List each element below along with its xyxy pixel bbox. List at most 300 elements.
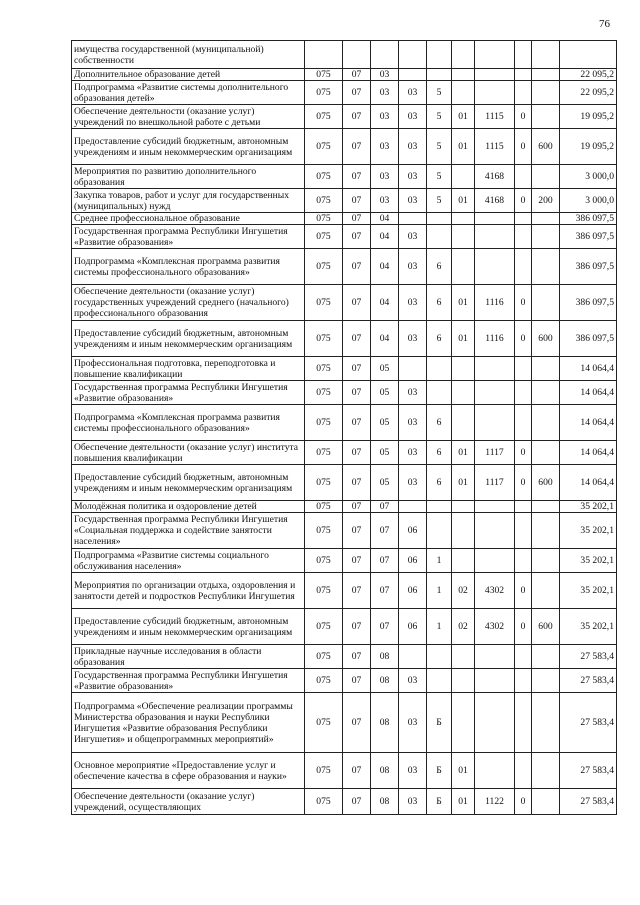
- cell-subprogram: Б: [427, 753, 452, 789]
- cell-ministry: 075: [305, 189, 343, 213]
- cell-subsection: 07: [371, 609, 399, 645]
- cell-ministry: 075: [305, 789, 343, 815]
- cell-subsection: 03: [371, 69, 399, 81]
- cell-ministry: 075: [305, 465, 343, 501]
- cell-event: 01: [452, 105, 475, 129]
- row-name: Прикладные научные исследования в области образования: [72, 645, 305, 669]
- cell-subsection: 07: [371, 573, 399, 609]
- cell-amount: 14 064,4: [560, 381, 617, 405]
- cell-direction: 1117: [475, 465, 515, 501]
- cell-direction: 1116: [475, 285, 515, 321]
- cell-ministry: 075: [305, 501, 343, 513]
- cell-amount: 14 064,4: [560, 405, 617, 441]
- cell-event: 01: [452, 465, 475, 501]
- cell-event: 01: [452, 189, 475, 213]
- cell-ministry: [305, 41, 343, 69]
- cell-program: [399, 213, 427, 225]
- table-row: [72, 753, 617, 789]
- cell-direction: [475, 69, 515, 81]
- cell-reserve: 0: [515, 573, 532, 609]
- cell-program: 03: [399, 669, 427, 693]
- cell-ministry: 075: [305, 573, 343, 609]
- cell-subprogram: 6: [427, 321, 452, 357]
- cell-subsection: 08: [371, 645, 399, 669]
- cell-expense-type: [532, 573, 560, 609]
- cell-expense-type: [532, 669, 560, 693]
- table-row: [72, 645, 617, 669]
- cell-event: [452, 213, 475, 225]
- cell-expense-type: [532, 789, 560, 815]
- cell-section: 07: [343, 189, 371, 213]
- cell-direction: [475, 41, 515, 69]
- row-name: Предоставление субсидий бюджетным, автономным учреждениям и иным некоммерческим организациям: [72, 465, 305, 501]
- cell-subsection: 08: [371, 669, 399, 693]
- row-name: Мероприятия по развитию дополнительного образования: [72, 165, 305, 189]
- cell-subprogram: 1: [427, 609, 452, 645]
- cell-subprogram: [427, 225, 452, 249]
- cell-ministry: 075: [305, 105, 343, 129]
- cell-program: 03: [399, 285, 427, 321]
- cell-direction: 4168: [475, 189, 515, 213]
- cell-program: 06: [399, 549, 427, 573]
- table-row: [72, 321, 617, 357]
- cell-amount: 22 095,2: [560, 69, 617, 81]
- cell-event: [452, 165, 475, 189]
- cell-section: 07: [343, 645, 371, 669]
- cell-direction: [475, 549, 515, 573]
- cell-reserve: [515, 405, 532, 441]
- cell-program: 03: [399, 321, 427, 357]
- cell-subsection: 07: [371, 501, 399, 513]
- cell-section: 07: [343, 381, 371, 405]
- cell-event: 01: [452, 753, 475, 789]
- cell-amount: 386 097,5: [560, 321, 617, 357]
- cell-subsection: 07: [371, 513, 399, 549]
- table-row: [72, 381, 617, 405]
- cell-expense-type: 600: [532, 609, 560, 645]
- cell-program: 03: [399, 105, 427, 129]
- cell-reserve: [515, 357, 532, 381]
- cell-expense-type: [532, 549, 560, 573]
- cell-amount: 27 583,4: [560, 693, 617, 753]
- cell-program: 03: [399, 81, 427, 105]
- row-name: Подпрограмма «Развитие системы социального обслуживания населения»: [72, 549, 305, 573]
- row-name: Среднее профессиональное образование: [72, 213, 305, 225]
- cell-subprogram: [427, 357, 452, 381]
- cell-event: [452, 669, 475, 693]
- cell-subprogram: [427, 513, 452, 549]
- cell-subprogram: 5: [427, 105, 452, 129]
- table-row: [72, 41, 617, 69]
- cell-reserve: [515, 753, 532, 789]
- cell-direction: [475, 753, 515, 789]
- cell-program: 03: [399, 129, 427, 165]
- cell-section: 07: [343, 321, 371, 357]
- cell-ministry: 075: [305, 381, 343, 405]
- row-name: Закупка товаров, работ и услуг для государственных (муниципальных) нужд: [72, 189, 305, 213]
- cell-reserve: [515, 501, 532, 513]
- cell-amount: 35 202,1: [560, 549, 617, 573]
- cell-amount: 35 202,1: [560, 513, 617, 549]
- cell-expense-type: 600: [532, 129, 560, 165]
- cell-subprogram: [427, 41, 452, 69]
- cell-event: [452, 81, 475, 105]
- cell-section: 07: [343, 213, 371, 225]
- cell-section: 07: [343, 573, 371, 609]
- cell-program: 06: [399, 513, 427, 549]
- cell-reserve: 0: [515, 285, 532, 321]
- cell-expense-type: [532, 501, 560, 513]
- cell-direction: 4168: [475, 165, 515, 189]
- cell-ministry: 075: [305, 249, 343, 285]
- table-row: [72, 81, 617, 105]
- cell-ministry: 075: [305, 321, 343, 357]
- cell-direction: 1122: [475, 789, 515, 815]
- cell-section: [343, 41, 371, 69]
- cell-program: 06: [399, 573, 427, 609]
- cell-direction: [475, 645, 515, 669]
- cell-section: 07: [343, 513, 371, 549]
- table-row: [72, 249, 617, 285]
- cell-program: 03: [399, 441, 427, 465]
- cell-reserve: 0: [515, 189, 532, 213]
- cell-amount: 3 000,0: [560, 165, 617, 189]
- cell-event: [452, 513, 475, 549]
- cell-program: [399, 41, 427, 69]
- cell-reserve: 0: [515, 609, 532, 645]
- cell-subsection: 05: [371, 357, 399, 381]
- cell-amount: 386 097,5: [560, 225, 617, 249]
- cell-subprogram: 1: [427, 549, 452, 573]
- row-name: Подпрограмма «Комплексная программа развития системы профессионального образования»: [72, 249, 305, 285]
- cell-amount: 386 097,5: [560, 249, 617, 285]
- row-name: Обеспечение деятельности (оказание услуг) государственных учреждений среднего (начального) профессионального образования: [72, 285, 305, 321]
- cell-expense-type: [532, 225, 560, 249]
- cell-ministry: 075: [305, 669, 343, 693]
- cell-ministry: 075: [305, 81, 343, 105]
- cell-section: 07: [343, 249, 371, 285]
- cell-program: 03: [399, 789, 427, 815]
- cell-event: [452, 405, 475, 441]
- row-name: Государственная программа Республики Ингушетия «Социальная поддержка и содействие занятости населения»: [72, 513, 305, 549]
- cell-subsection: 04: [371, 321, 399, 357]
- cell-ministry: 075: [305, 285, 343, 321]
- cell-subprogram: [427, 501, 452, 513]
- cell-ministry: 075: [305, 693, 343, 753]
- cell-subprogram: [427, 69, 452, 81]
- cell-subsection: 05: [371, 441, 399, 465]
- cell-reserve: [515, 645, 532, 669]
- cell-subprogram: [427, 213, 452, 225]
- cell-reserve: 0: [515, 465, 532, 501]
- table-row: [72, 573, 617, 609]
- table-row: [72, 441, 617, 465]
- cell-ministry: 075: [305, 129, 343, 165]
- row-name: Обеспечение деятельности (оказание услуг) учреждений по внешкольной работе с детьми: [72, 105, 305, 129]
- table-row: [72, 513, 617, 549]
- cell-ministry: 075: [305, 513, 343, 549]
- cell-amount: 35 202,1: [560, 501, 617, 513]
- cell-amount: 386 097,5: [560, 213, 617, 225]
- cell-subprogram: 5: [427, 165, 452, 189]
- cell-event: [452, 693, 475, 753]
- table-row: [72, 669, 617, 693]
- cell-expense-type: [532, 381, 560, 405]
- cell-direction: 4302: [475, 609, 515, 645]
- cell-expense-type: [532, 81, 560, 105]
- cell-ministry: 075: [305, 213, 343, 225]
- cell-subsection: 07: [371, 549, 399, 573]
- cell-amount: 27 583,4: [560, 753, 617, 789]
- cell-ministry: 075: [305, 225, 343, 249]
- cell-event: [452, 249, 475, 285]
- table-row: [72, 609, 617, 645]
- cell-expense-type: 200: [532, 189, 560, 213]
- cell-expense-type: [532, 645, 560, 669]
- cell-subprogram: 6: [427, 285, 452, 321]
- cell-ministry: 075: [305, 69, 343, 81]
- table-row: [72, 105, 617, 129]
- cell-subsection: 04: [371, 249, 399, 285]
- table-row: [72, 213, 617, 225]
- cell-amount: 22 095,2: [560, 81, 617, 105]
- cell-subprogram: 5: [427, 81, 452, 105]
- cell-ministry: 075: [305, 405, 343, 441]
- cell-ministry: 075: [305, 441, 343, 465]
- budget-table: [71, 40, 617, 815]
- cell-section: 07: [343, 669, 371, 693]
- cell-event: [452, 501, 475, 513]
- cell-reserve: 0: [515, 789, 532, 815]
- cell-section: 07: [343, 225, 371, 249]
- row-name: Мероприятия по организации отдыха, оздоровления и занятости детей и подростков Республики Ингушетия: [72, 573, 305, 609]
- cell-program: 03: [399, 465, 427, 501]
- cell-subprogram: [427, 381, 452, 405]
- cell-amount: 19 095,2: [560, 129, 617, 165]
- cell-direction: 4302: [475, 573, 515, 609]
- cell-expense-type: [532, 285, 560, 321]
- cell-event: [452, 549, 475, 573]
- cell-amount: 27 583,4: [560, 789, 617, 815]
- cell-program: 03: [399, 753, 427, 789]
- row-name: Государственная программа Республики Ингушетия «Развитие образования»: [72, 225, 305, 249]
- cell-amount: 14 064,4: [560, 357, 617, 381]
- cell-subsection: 03: [371, 129, 399, 165]
- cell-section: 07: [343, 81, 371, 105]
- cell-amount: 27 583,4: [560, 645, 617, 669]
- cell-subsection: 03: [371, 165, 399, 189]
- cell-expense-type: 600: [532, 321, 560, 357]
- table-row: [72, 549, 617, 573]
- row-name: Государственная программа Республики Ингушетия «Развитие образования»: [72, 669, 305, 693]
- cell-section: 07: [343, 693, 371, 753]
- cell-program: [399, 357, 427, 381]
- cell-expense-type: [532, 357, 560, 381]
- table-row: [72, 501, 617, 513]
- cell-event: 01: [452, 285, 475, 321]
- cell-direction: [475, 693, 515, 753]
- cell-expense-type: [532, 249, 560, 285]
- cell-direction: 1115: [475, 129, 515, 165]
- cell-subprogram: 6: [427, 405, 452, 441]
- cell-expense-type: [532, 753, 560, 789]
- cell-ministry: 075: [305, 609, 343, 645]
- cell-direction: 1115: [475, 105, 515, 129]
- cell-subsection: 08: [371, 789, 399, 815]
- cell-subsection: 05: [371, 465, 399, 501]
- cell-event: [452, 381, 475, 405]
- cell-amount: 35 202,1: [560, 609, 617, 645]
- cell-section: 07: [343, 501, 371, 513]
- cell-direction: [475, 501, 515, 513]
- cell-direction: [475, 405, 515, 441]
- cell-program: 03: [399, 165, 427, 189]
- row-name: Профессиональная подготовка, переподготовка и повышение квалификации: [72, 357, 305, 381]
- cell-reserve: [515, 69, 532, 81]
- cell-program: [399, 501, 427, 513]
- cell-program: [399, 645, 427, 669]
- page-number: 76: [599, 18, 610, 30]
- cell-direction: [475, 81, 515, 105]
- cell-amount: 14 064,4: [560, 465, 617, 501]
- cell-reserve: [515, 213, 532, 225]
- cell-section: 07: [343, 549, 371, 573]
- cell-event: 01: [452, 789, 475, 815]
- cell-subsection: 03: [371, 81, 399, 105]
- row-name: Подпрограмма «Обеспечение реализации программы Министерства образования и науки Республики Ингушетия «Развитие образования Республики Ингушетия» и общепрограммных мероприятий»: [72, 693, 305, 753]
- cell-amount: 386 097,5: [560, 285, 617, 321]
- cell-expense-type: [532, 441, 560, 465]
- cell-expense-type: [532, 105, 560, 129]
- cell-direction: 1117: [475, 441, 515, 465]
- cell-event: 01: [452, 129, 475, 165]
- cell-expense-type: [532, 69, 560, 81]
- cell-program: 03: [399, 189, 427, 213]
- cell-amount: [560, 41, 617, 69]
- cell-subprogram: Б: [427, 693, 452, 753]
- cell-section: 07: [343, 753, 371, 789]
- cell-reserve: 0: [515, 441, 532, 465]
- cell-subsection: 03: [371, 105, 399, 129]
- cell-subsection: 03: [371, 189, 399, 213]
- cell-reserve: [515, 669, 532, 693]
- row-name: имущества государственной (муниципальной) собственности: [72, 41, 305, 69]
- cell-expense-type: [532, 213, 560, 225]
- cell-amount: 3 000,0: [560, 189, 617, 213]
- cell-event: [452, 225, 475, 249]
- cell-program: 03: [399, 249, 427, 285]
- cell-event: [452, 69, 475, 81]
- cell-subprogram: Б: [427, 789, 452, 815]
- cell-subprogram: 5: [427, 129, 452, 165]
- cell-section: 07: [343, 789, 371, 815]
- cell-subsection: 04: [371, 225, 399, 249]
- cell-subsection: 08: [371, 753, 399, 789]
- row-name: Обеспечение деятельности (оказание услуг) институтa повышения квалификации: [72, 441, 305, 465]
- cell-subsection: 04: [371, 213, 399, 225]
- cell-ministry: 075: [305, 645, 343, 669]
- cell-amount: 14 064,4: [560, 441, 617, 465]
- cell-section: 07: [343, 465, 371, 501]
- cell-reserve: [515, 549, 532, 573]
- table-row: [72, 189, 617, 213]
- row-name: Подпрограмма «Комплексная программа развития системы профессионального образования»: [72, 405, 305, 441]
- cell-ministry: 075: [305, 357, 343, 381]
- cell-reserve: [515, 693, 532, 753]
- cell-reserve: [515, 513, 532, 549]
- cell-expense-type: [532, 165, 560, 189]
- cell-subprogram: 6: [427, 249, 452, 285]
- table-row: [72, 789, 617, 815]
- cell-section: 07: [343, 405, 371, 441]
- row-name: Предоставление субсидий бюджетным, автономным учреждениям и иным некоммерческим организациям: [72, 321, 305, 357]
- row-name: Дополнительное образование детей: [72, 69, 305, 81]
- cell-expense-type: [532, 405, 560, 441]
- row-name: Основное мероприятие «Предоставление услуг и обеспечение качества в сфере образования и науки»: [72, 753, 305, 789]
- cell-subsection: 08: [371, 693, 399, 753]
- cell-direction: [475, 381, 515, 405]
- table-row: [72, 465, 617, 501]
- cell-program: 03: [399, 693, 427, 753]
- table-row: [72, 129, 617, 165]
- row-name: Молодёжная политика и оздоровление детей: [72, 501, 305, 513]
- cell-program: 06: [399, 609, 427, 645]
- cell-amount: 19 095,2: [560, 105, 617, 129]
- cell-event: [452, 41, 475, 69]
- cell-reserve: [515, 249, 532, 285]
- cell-program: [399, 69, 427, 81]
- cell-section: 07: [343, 129, 371, 165]
- cell-direction: [475, 225, 515, 249]
- cell-event: 02: [452, 573, 475, 609]
- table-row: [72, 225, 617, 249]
- cell-section: 07: [343, 285, 371, 321]
- table-row: [72, 165, 617, 189]
- row-name: Подпрограмма «Развитие системы дополнительного образования детей»: [72, 81, 305, 105]
- cell-program: 03: [399, 381, 427, 405]
- cell-subprogram: 6: [427, 465, 452, 501]
- cell-event: [452, 645, 475, 669]
- cell-section: 07: [343, 441, 371, 465]
- cell-section: 07: [343, 609, 371, 645]
- cell-reserve: [515, 81, 532, 105]
- row-name: Предоставление субсидий бюджетным, автономным учреждениям и иным некоммерческим организациям: [72, 129, 305, 165]
- cell-ministry: 075: [305, 549, 343, 573]
- cell-reserve: 0: [515, 321, 532, 357]
- cell-subsection: 05: [371, 381, 399, 405]
- cell-subprogram: [427, 645, 452, 669]
- cell-reserve: [515, 381, 532, 405]
- table-row: [72, 693, 617, 753]
- cell-section: 07: [343, 357, 371, 381]
- cell-direction: [475, 249, 515, 285]
- cell-reserve: [515, 165, 532, 189]
- cell-ministry: 075: [305, 165, 343, 189]
- cell-subprogram: 1: [427, 573, 452, 609]
- cell-event: 01: [452, 441, 475, 465]
- cell-subprogram: [427, 669, 452, 693]
- cell-subsection: [371, 41, 399, 69]
- cell-expense-type: [532, 41, 560, 69]
- cell-subprogram: 6: [427, 441, 452, 465]
- cell-event: 02: [452, 609, 475, 645]
- cell-subsection: 04: [371, 285, 399, 321]
- cell-ministry: 075: [305, 753, 343, 789]
- cell-event: [452, 357, 475, 381]
- cell-amount: 27 583,4: [560, 669, 617, 693]
- cell-section: 07: [343, 69, 371, 81]
- table-row: [72, 69, 617, 81]
